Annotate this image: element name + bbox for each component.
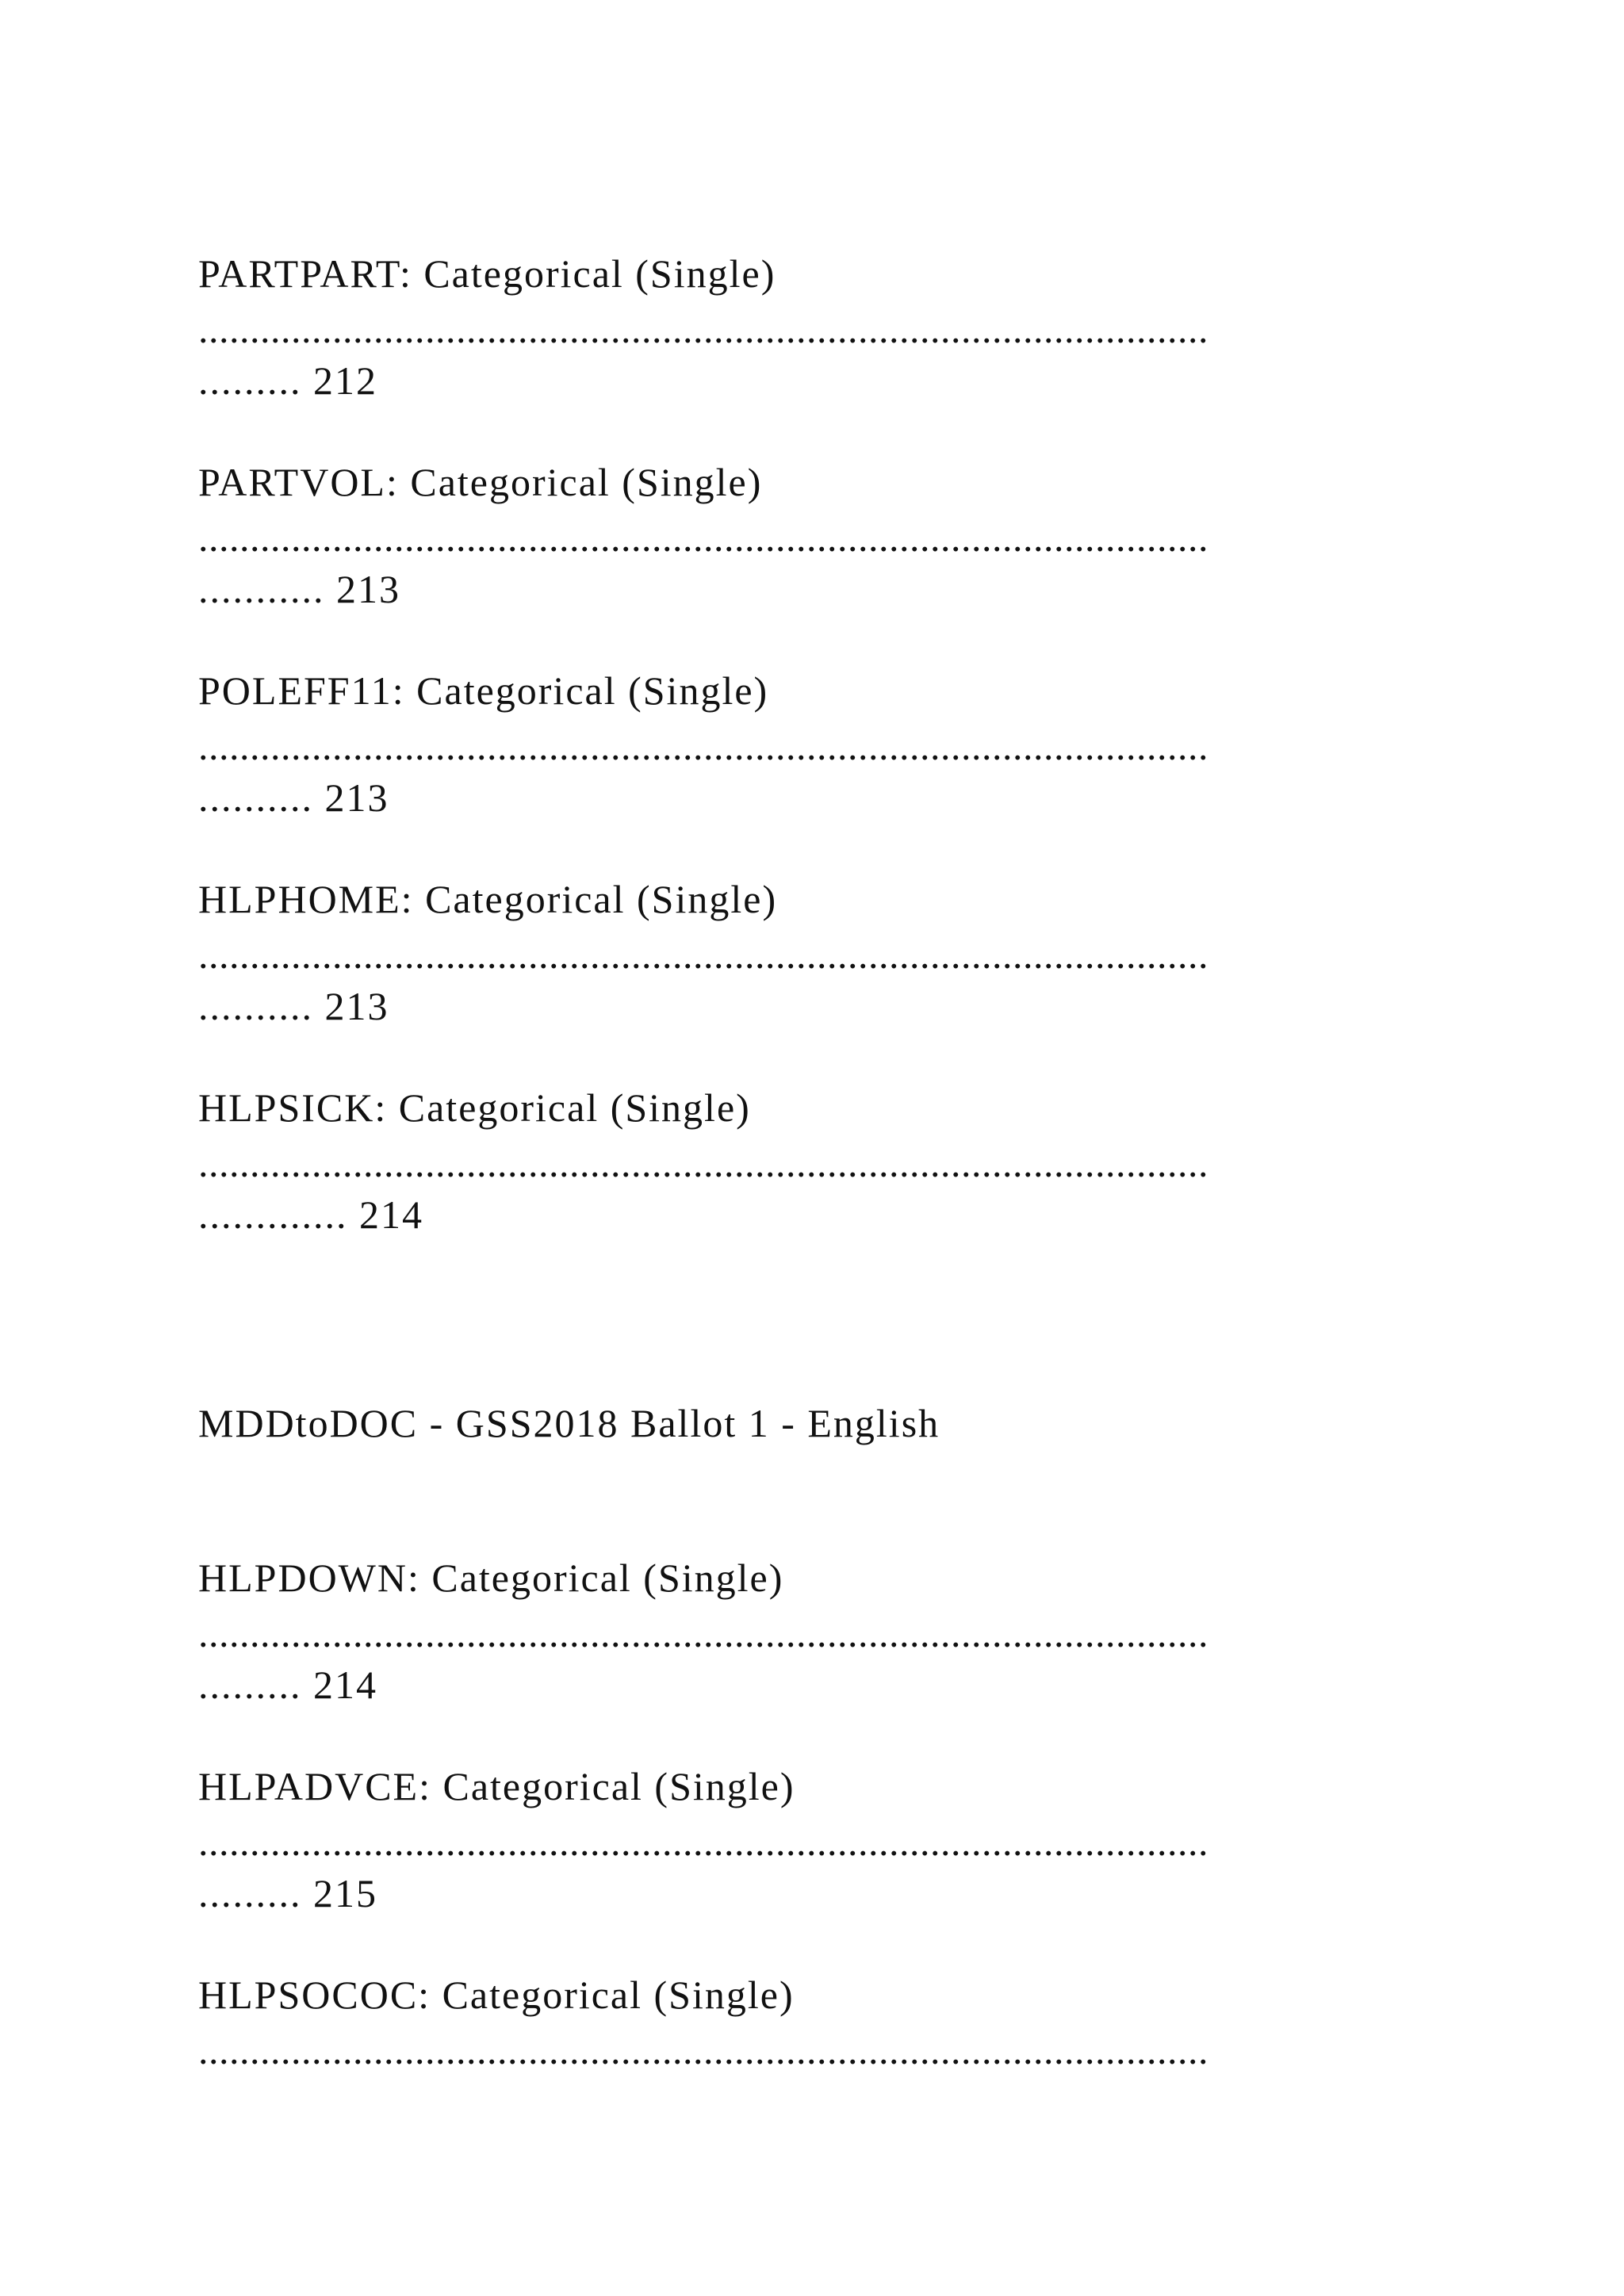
toc-entry-title: HLPSICK: Categorical (Single)	[198, 1085, 751, 1130]
toc-entry-title: HLPDOWN: Categorical (Single)	[198, 1556, 784, 1600]
toc-entry-title: PARTVOL: Categorical (Single)	[198, 460, 763, 504]
toc-entry-leader: ..................................................................................................	[198, 724, 1208, 768]
toc-entry-page: ............. 214	[198, 1192, 423, 1237]
toc-entry-leader: ..................................................................................................	[198, 1611, 1208, 1655]
toc-entry-title: HLPADVCE: Categorical (Single)	[198, 1764, 795, 1808]
toc-entry-leader: ..................................................................................................	[198, 932, 1208, 977]
page-header: MDDtoDOC - GSS2018 Ballot 1 - English	[198, 1401, 940, 1445]
toc-entry-leader: ..................................................................................................	[198, 515, 1208, 560]
toc-entry-leader: ..................................................................................................	[198, 2028, 1208, 2072]
toc-entry-page: ......... 212	[198, 358, 377, 403]
toc-entry-title: HLPSOCOC: Categorical (Single)	[198, 1973, 795, 2017]
toc-entry-leader: ..................................................................................................	[198, 1820, 1208, 1864]
toc-entry-page: ........... 213	[198, 567, 400, 611]
toc-entry-leader: ..................................................................................................	[198, 307, 1208, 351]
toc-entry-page: .......... 213	[198, 775, 389, 820]
toc-entry-title: PARTPART: Categorical (Single)	[198, 251, 776, 296]
toc-entry-title: POLEFF11: Categorical (Single)	[198, 668, 769, 713]
toc-entry-leader: ..................................................................................................	[198, 1141, 1208, 1185]
toc-entry-page: .......... 213	[198, 984, 389, 1028]
toc-entry-title: HLPHOME: Categorical (Single)	[198, 877, 778, 921]
toc-entry-page: ......... 215	[198, 1871, 377, 1915]
toc-entry-page: ......... 214	[198, 1663, 377, 1707]
